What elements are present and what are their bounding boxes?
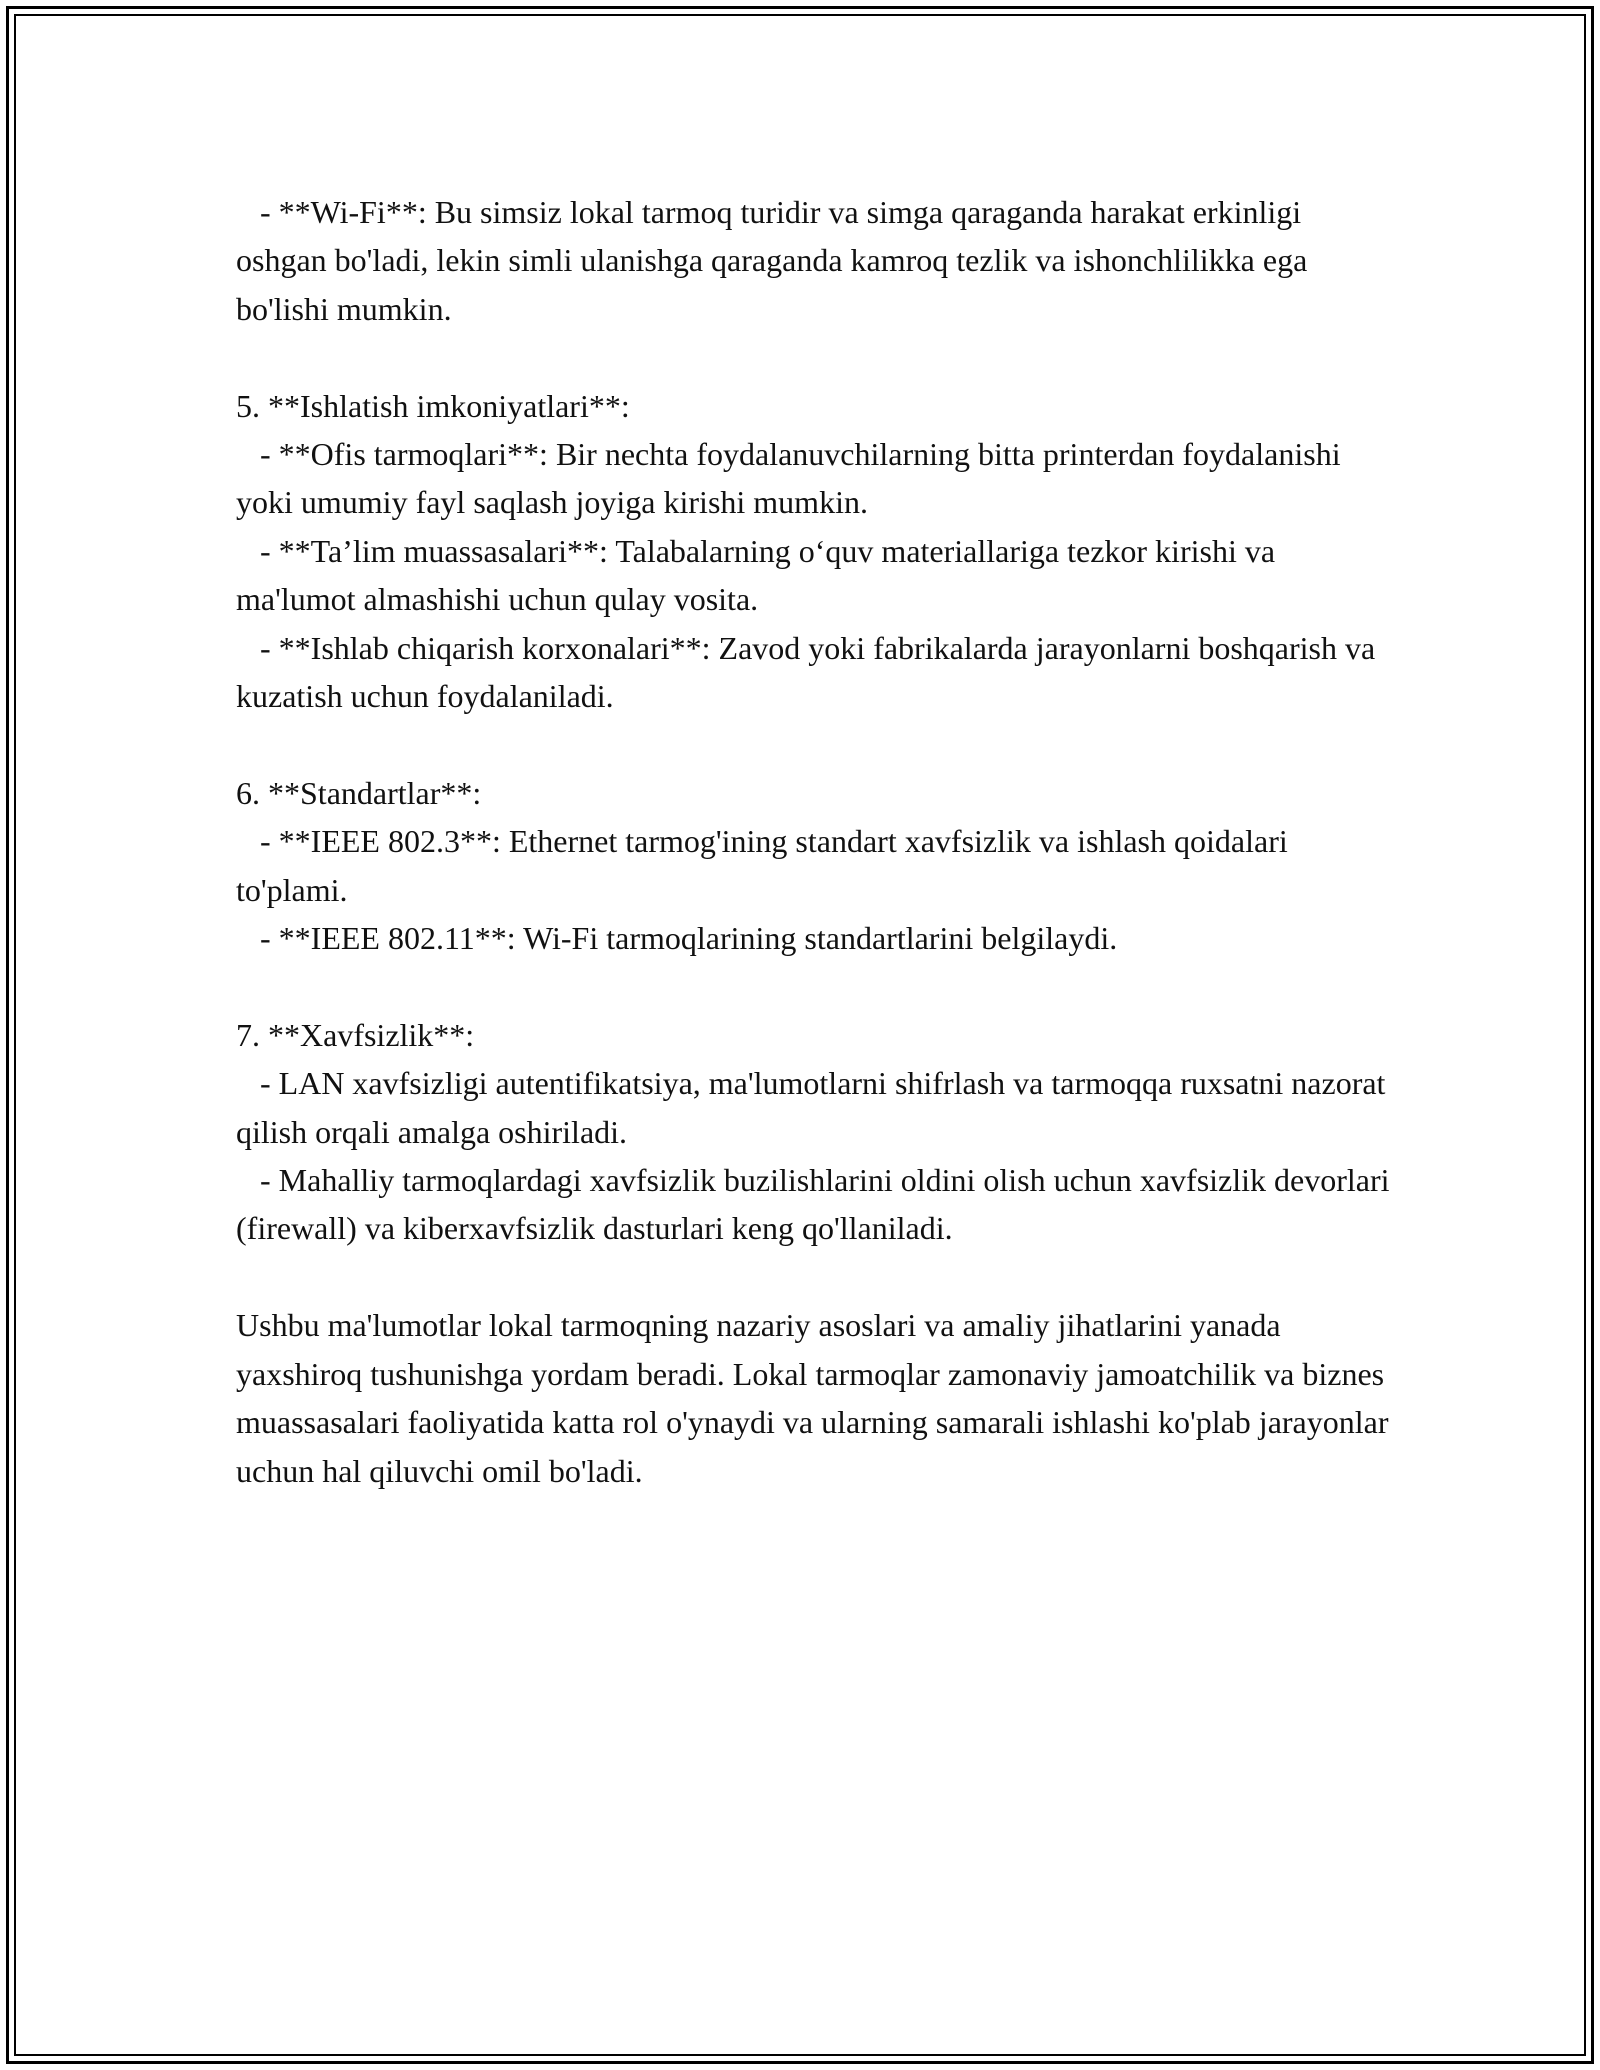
wifi-item: - **Wi-Fi**: Bu simsiz lokal tarmoq turidir va simga qaraganda harakat erkinligi oshgan bo'ladi, lekin simli ulanishga qaraganda kamroq tezlik va ishonchlilikka ega bo'lishi mumkin. [236,194,1316,327]
section-7-heading: 7. **Xavfsizlik**: [236,1016,475,1053]
education-item: - **Ta’lim muassasalari**: Talabalarning o‘quv materiallariga tezkor kirishi va ma'lumot almashishi uchun qulay vosita. [236,532,1284,618]
section-5-heading: 5. **Ishlatish imkoniyatlari**: [236,387,630,424]
conclusion-paragraph: Ushbu ma'lumotlar lokal tarmoqning nazariy asoslari va amaliy jihatlarini yanada yaxshiroq tushunishga yordam beradi. Lokal tarmoqlar zamonaviy jamoatchilik va biznes muassasalari faoliyatida katta rol o'ynaydi va ularning samarali ishlashi ko'plab jarayonlar uchun hal qiluvchi omil bo'ladi. [236,1307,1397,1489]
ieee-8023-item: - **IEEE 802.3**: Ethernet tarmog'ining standart xavfsizlik va ishlash qoidalari to'plami. [236,823,1296,908]
section-6-heading: 6. **Standartlar**: [236,774,482,811]
document-body [236,188,1396,1495]
firewall-item: - Mahalliy tarmoqlardagi xavfsizlik buzilishlarini oldini olish uchun xavfsizlik devorlari (firewall) va kiberxavfsizlik dasturlari keng qo'llaniladi. [236,1162,1398,1247]
manufacturing-item: - **Ishlab chiqarish korxonalari**: Zavod yoki fabrikalarda jarayonlarni boshqarish va kuzatish uchun foydalaniladi. [236,629,1384,715]
paragraph-gap [236,1253,1396,1301]
ieee-80211-item: - **IEEE 802.11**: Wi-Fi tarmoqlarining standartlarini belgilaydi. [236,920,1118,957]
paragraph-gap [236,720,1396,768]
paragraph-gap [236,962,1396,1010]
lan-security-item: - LAN xavfsizligi autentifikatsiya, ma'lumotlarni shifrlash va tarmoqqa ruxsatni nazorat qilish orqali amalga oshiriladi. [236,1065,1394,1150]
paragraph-gap [236,333,1396,381]
office-networks-item: - **Ofis tarmoqlari**: Bir nechta foydalanuvchilarning bitta printerdan foydalanishi yoki umumiy fayl saqlash joyiga kirishi mumkin. [236,436,1349,521]
